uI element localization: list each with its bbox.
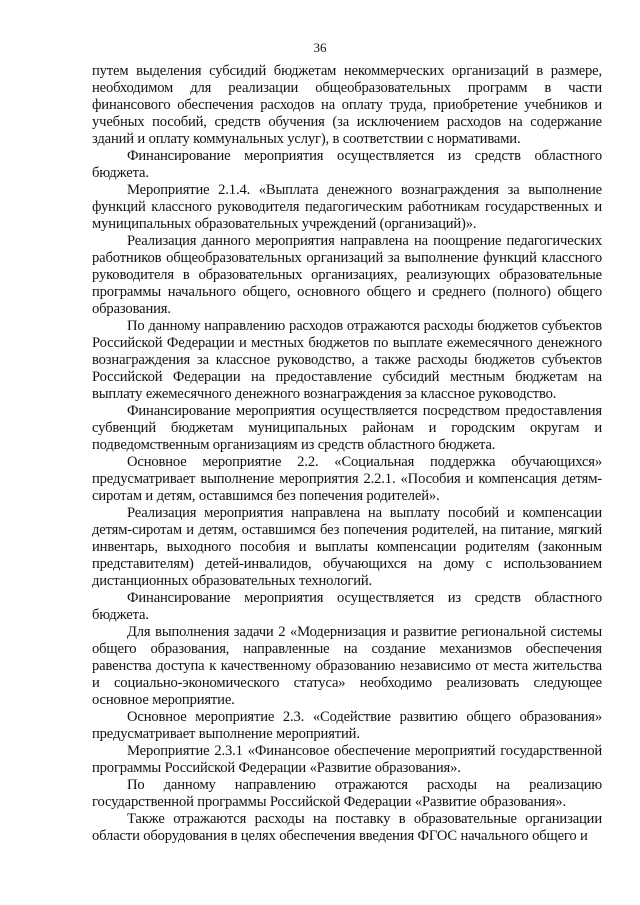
paragraph: Реализация данного мероприятия направлена на поощрение педагогических работников общеобразовательных организаций за выполнение функций классного руководителя в образовательных организациях, реализующих образовательные программы начального общего, основного общего и среднего (полного) общего образования. (92, 233, 602, 317)
paragraph: Финансирование мероприятия осуществляется из средств областного бюджета. (92, 590, 602, 623)
paragraph: По данному направлению расходов отражаются расходы бюджетов субъектов Российской Федерации и местных бюджетов по выплате ежемесячного денежного вознаграждения за классное руководство, а также расходы бюджетов субъектов Российской Федерации на предоставление субсидий местным бюджетам на выплату ежемесячного денежного вознаграждения за классное руководство. (92, 318, 602, 402)
paragraph: Для выполнения задачи 2 «Модернизация и развитие региональной системы общего образования, направленные на создание механизмов обеспечения равенства доступа к качественному образованию независимо от места жительства и социально-экономического статуса» необходимо реализовать следующее основное мероприятие. (92, 624, 602, 708)
page-number: 36 (313, 40, 327, 55)
paragraph: Реализация мероприятия направлена на выплату пособий и компенсации детям-сиротам и детям, оставшимся без попечения родителей, на питание, мягкий инвентарь, выходного пособия и выплаты компенсации родителям (законным представителям) детей-инвалидов, обучающихся на дому с использованием дистанционных образовательных технологий. (92, 505, 602, 589)
paragraph: Основное мероприятие 2.3. «Содействие развитию общего образования» предусматривает выполнение мероприятий. (92, 709, 602, 742)
paragraph: Также отражаются расходы на поставку в образовательные организации области оборудования в целях обеспечения введения ФГОС начального общего и (92, 811, 602, 844)
paragraph: Мероприятие 2.1.4. «Выплата денежного вознаграждения за выполнение функций классного руководителя педагогическим работникам государственных и муниципальных образовательных учреждений (организаций)». (92, 182, 602, 232)
document-body (92, 63, 602, 845)
paragraph: Мероприятие 2.3.1 «Финансовое обеспечение мероприятий государственной программы Российской Федерации «Развитие образования». (92, 743, 602, 776)
paragraph: Финансирование мероприятия осуществляется посредством предоставления субвенций бюджетам муниципальных районам и городским округам и подведомственным организациям из средств областного бюджета. (92, 403, 602, 453)
paragraph: Финансирование мероприятия осуществляется из средств областного бюджета. (92, 148, 602, 181)
paragraph: Основное мероприятие 2.2. «Социальная поддержка обучающихся» предусматривает выполнение мероприятия 2.2.1. «Пособия и компенсация детям-сиротам и детям, оставшимся без попечения родителей». (92, 454, 602, 504)
paragraph: путем выделения субсидий бюджетам некоммерческих организаций в размере, необходимом для реализации общеобразовательных программ в части финансового обеспечения расходов на оплату труда, приобретение учебников и учебных пособий, средств обучения (за исключением расходов на содержание зданий и оплату коммунальных услуг), в соответствии с нормативами. (92, 63, 602, 147)
paragraph: По данному направлению отражаются расходы на реализацию государственной программы Российской Федерации «Развитие образования». (92, 777, 602, 810)
